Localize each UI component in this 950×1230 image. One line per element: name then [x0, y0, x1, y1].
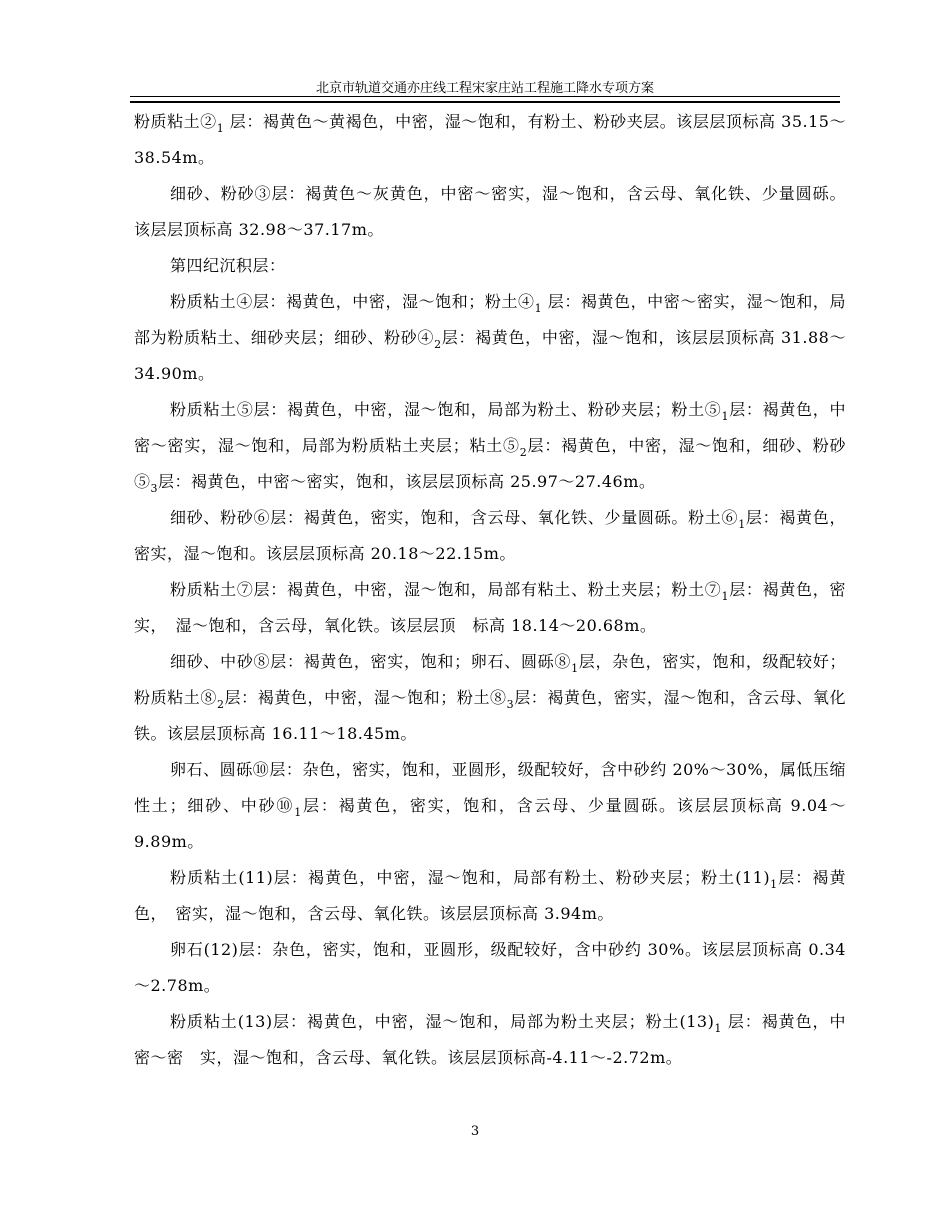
- subscript: 1: [294, 806, 302, 819]
- subscript: 1: [216, 122, 225, 135]
- paragraph: [134, 176, 846, 248]
- text-run: 粉质粘土(13)层：褐黄色，中密，湿～饱和，局部为粉土夹层；粉土(13): [170, 1012, 715, 1031]
- subscript: 3: [506, 698, 515, 711]
- paragraph: [134, 500, 846, 572]
- text-run: 层：褐黄色，中密～密实，饱和，该层层顶标高 25.97～27.46m。: [158, 472, 656, 491]
- subscript: 1: [534, 302, 543, 315]
- text-run: 第四纪沉积层：: [170, 256, 286, 275]
- running-header: 北京市轨道交通亦庄线工程宋家庄站工程施工降水专项方案: [315, 81, 654, 96]
- paragraph: [134, 392, 846, 500]
- paragraph: [134, 752, 846, 860]
- paragraph: [134, 644, 846, 752]
- page-number: 3: [470, 1124, 480, 1139]
- text-run: 细砂、粉砂⑥层：褐黄色，密实，饱和，含云母、氧化铁、少量圆砾。粉土⑥: [170, 508, 739, 527]
- header-rule-thin: [130, 96, 840, 97]
- text-run: 层：褐黄色，中密，湿～饱和，该层层顶标高 31.88～34.90m。: [134, 328, 846, 383]
- text-run: 细砂、中砂⑧层：褐黄色，密实，饱和；卵石、圆砾⑧: [170, 652, 572, 671]
- paragraph: [134, 248, 846, 284]
- text-run: 粉质粘土(11)层：褐黄色，中密，湿～饱和，局部有粉土、粉砂夹层；粉土(11): [170, 868, 771, 887]
- subscript: 2: [519, 446, 528, 459]
- text-run: 层：褐黄色， 密实，湿～饱和，含云母、氧化铁。该层层顶标高 3.94m。: [134, 868, 846, 923]
- text-run: 粉质粘土⑤层：褐黄色，中密，湿～饱和，局部为粉土、粉砂夹层；粉土⑤: [170, 400, 722, 419]
- text-run: 细砂、粉砂③层：褐黄色～灰黄色，中密～密实，湿～饱和，含云母、氧化铁、少量圆砾。该层层顶标高 32.98～37.17m。: [134, 184, 846, 239]
- subscript: 1: [721, 410, 729, 423]
- text-run: 层，杂色，密实，饱和，级配较好；粉质粘土⑧: [134, 652, 846, 707]
- text-run: 层：褐黄色，中密～密 实，湿～饱和，含云母、氧化铁。该层层顶标高-4.11～-2.72m。: [134, 1012, 846, 1067]
- subscript: 1: [714, 1022, 722, 1035]
- subscript: 3: [150, 482, 159, 495]
- subscript: 1: [770, 878, 778, 891]
- paragraph: [134, 860, 846, 932]
- text-run: 层：褐黄色，中密，湿～饱和；粉土⑧: [224, 688, 507, 707]
- text-run: 粉质粘土④层：褐黄色，中密，湿～饱和；粉土④: [170, 292, 535, 311]
- text-run: 层：褐黄色～黄褐色，中密，湿～饱和，有粉土、粉砂夹层。该层层顶标高 35.15～38.54m。: [134, 112, 846, 167]
- text-run: 粉质粘土⑦层：褐黄色，中密，湿～饱和，局部有粘土、粉土夹层；粉土⑦: [170, 580, 722, 599]
- text-run: 层：褐黄色，密实，湿～饱和，含云母、氧化铁。该层层顶标高 16.11～18.45m。: [134, 688, 846, 743]
- text-run: 层：褐黄色，中密～密实，湿～饱和，局部为粉质粘土、细砂夹层；细砂、粉砂④: [134, 292, 846, 347]
- paragraph: [134, 1004, 846, 1076]
- paragraph: [134, 572, 846, 644]
- body-text: [134, 104, 846, 1076]
- subscript: 1: [738, 518, 746, 531]
- text-run: 层：褐黄色，中密～密实，湿～饱和，局部为粉质粘土夹层；粘土⑤: [134, 400, 846, 455]
- text-run: 卵石(12)层：杂色，密实，饱和，亚圆形，级配较好，含中砂约 30%。该层层顶标高 0.34～2.78m。: [134, 940, 846, 995]
- subscript: 1: [721, 590, 729, 603]
- text-run: 粉质粘土②: [134, 112, 217, 131]
- text-run: 层：褐黄色，中密，湿～饱和，细砂、粉砂⑤: [134, 436, 846, 491]
- paragraph: [134, 284, 846, 392]
- subscript: 1: [571, 662, 579, 675]
- text-run: 层：褐黄色，密实， 湿～饱和，含云母，氧化铁。该层层顶 标高 18.14～20.68m。: [134, 580, 846, 635]
- text-run: 层：褐黄色，密实，湿～饱和。该层层顶标高 20.18～22.15m。: [134, 508, 846, 563]
- paragraph: [134, 932, 846, 1004]
- text-run: 卵石、圆砾⑩层：杂色，密实，饱和，亚圆形，级配较好，含中砂约 20%～30%，属低压缩性土；细砂、中砂⑩: [134, 760, 846, 815]
- header-rule-thick: [130, 101, 840, 103]
- text-run: 层：褐黄色，密实，饱和，含云母、少量圆砾。该层层顶标高 9.04～9.89m。: [134, 796, 846, 851]
- paragraph: [134, 104, 846, 176]
- subscript: 2: [434, 338, 442, 351]
- subscript: 2: [216, 698, 225, 711]
